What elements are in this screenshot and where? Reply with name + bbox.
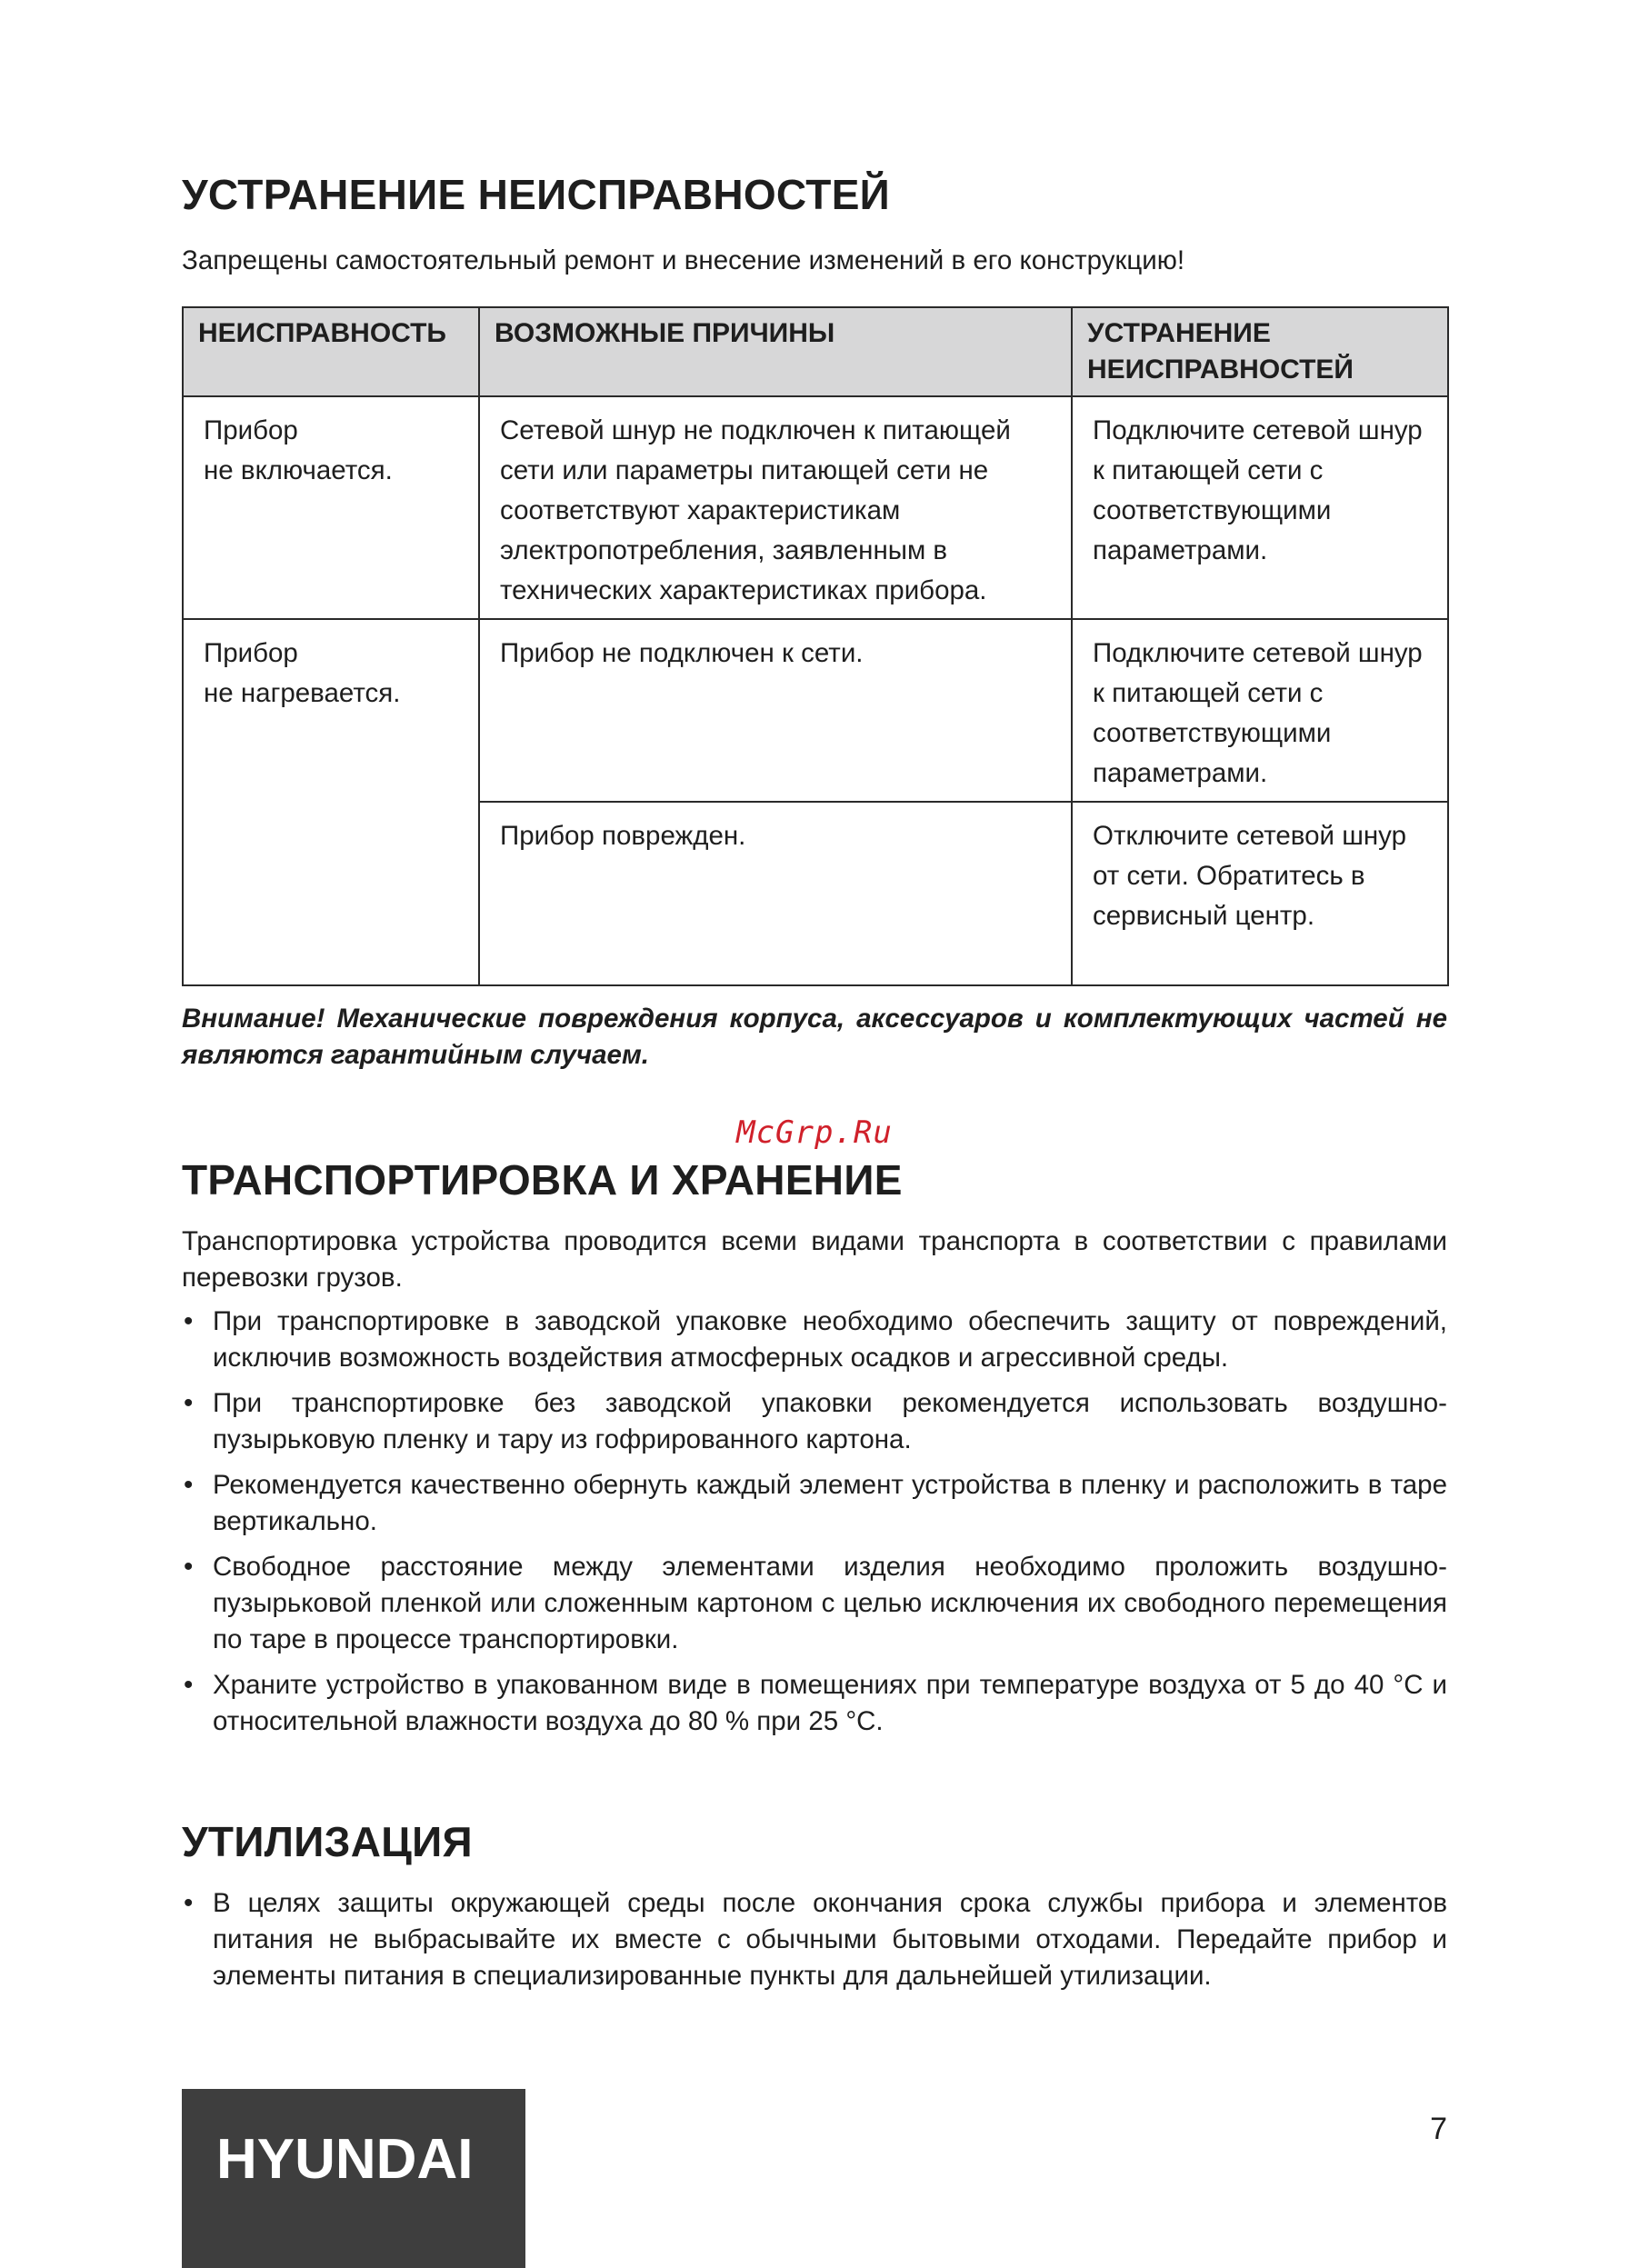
fault-text: Прибор не включается. — [204, 415, 393, 485]
cause-text: Сетевой шнур не подключен к питающей сети или параметры питающей сети не соответствуют характеристикам электропотребления, заявленным в технических характеристиках прибора. — [500, 415, 1011, 605]
transport-title: ТРАНСПОРТИРОВКА И ХРАНЕНИЕ — [182, 1156, 903, 1204]
bullet-icon: • — [184, 1388, 194, 1418]
troubleshooting-intro: Запрещены самостоятельный ремонт и внесение изменений в его конструкцию! — [182, 245, 1185, 275]
header-fault: НЕИСПРАВНОСТЬ — [183, 307, 479, 396]
disposal-list — [182, 1885, 1447, 2003]
list-item-text: В целях защиты окружающей среды после окончания срока службы прибора и элементов питания не выбрасывайте их вместе с обычными бытовыми отходами. Передайте прибор и элементы питания в специализированные пункты для дальнейшей утилизации. — [213, 1888, 1447, 1991]
remedy-cell — [1072, 802, 1448, 985]
cause-cell — [479, 396, 1072, 619]
table-row — [183, 396, 1448, 619]
transport-list — [182, 1304, 1447, 1749]
warranty-warning: Внимание! Механические повреждения корпуса, аксессуаров и комплектующих частей не являются гарантийным случаем. — [182, 1004, 1447, 1070]
list-item — [182, 1885, 1447, 1994]
bullet-icon: • — [184, 1552, 194, 1582]
bullet-icon: • — [184, 1888, 194, 1918]
cause-text: Прибор не подключен к сети. — [500, 638, 864, 668]
remedy-text: Подключите сетевой шнур к питающей сети с соответствующими параметрами. — [1093, 638, 1423, 788]
list-item — [182, 1667, 1447, 1740]
list-item — [182, 1304, 1447, 1376]
cause-text: Прибор поврежден. — [500, 821, 746, 851]
list-item-text: Храните устройство в упакованном виде в помещениях при температуре воздуха от 5 до 40 °С и относительной влажности воздуха до 80 % при 25 °С. — [213, 1670, 1447, 1736]
brand-logo — [182, 2089, 525, 2268]
page-number: 7 — [1430, 2112, 1447, 2146]
bullet-icon: • — [184, 1470, 194, 1500]
cause-cell — [479, 619, 1072, 802]
fault-text: Прибор не нагревается. — [204, 638, 401, 708]
watermark-text: McGrp.Ru — [736, 1114, 893, 1151]
header-remedy: УСТРАНЕНИЕ НЕИСПРАВНОСТЕЙ — [1072, 307, 1448, 396]
list-item-text: При транспортировке без заводской упаковки рекомендуется использовать воздушно-пузырьковую пленку и тару из гофрированного картона. — [213, 1388, 1447, 1454]
troubleshooting-title: УСТРАНЕНИЕ НЕИСПРАВНОСТЕЙ — [182, 171, 891, 218]
list-item — [182, 1467, 1447, 1540]
remedy-text: Отключите сетевой шнур от сети. Обратитесь в сервисный центр. — [1093, 821, 1406, 931]
table-header-row — [183, 307, 1448, 396]
list-item-text: При транспортировке в заводской упаковке необходимо обеспечить защиту от повреждений, исключив возможность воздействия атмосферных осадков и агрессивной среды. — [213, 1306, 1447, 1373]
bullet-icon: • — [184, 1306, 194, 1336]
remedy-text: Подключите сетевой шнур к питающей сети с соответствующими параметрами. — [1093, 415, 1423, 565]
header-causes: ВОЗМОЖНЫЕ ПРИЧИНЫ — [479, 307, 1072, 396]
bullet-icon: • — [184, 1670, 194, 1700]
remedy-cell — [1072, 619, 1448, 802]
list-item — [182, 1549, 1447, 1658]
transport-intro: Транспортировка устройства проводится всеми видами транспорта в соответствии с правилами перевозки грузов. — [182, 1226, 1447, 1293]
table-row — [183, 619, 1448, 802]
list-item-text: Свободное расстояние между элементами изделия необходимо проложить воздушно-пузырьковой пленкой или сложенным картоном с целью исключения их свободного перемещения по таре в процессе транспортировки. — [213, 1552, 1447, 1654]
cause-cell — [479, 802, 1072, 985]
remedy-cell — [1072, 396, 1448, 619]
troubleshooting-table — [182, 306, 1449, 986]
list-item — [182, 1385, 1447, 1458]
disposal-title: УТИЛИЗАЦИЯ — [182, 1818, 473, 1865]
fault-cell — [183, 396, 479, 619]
brand-logo-text: HYUNDAI — [216, 2128, 474, 2191]
fault-cell — [183, 619, 479, 985]
list-item-text: Рекомендуется качественно обернуть каждый элемент устройства в пленку и расположить в таре вертикально. — [213, 1470, 1447, 1536]
